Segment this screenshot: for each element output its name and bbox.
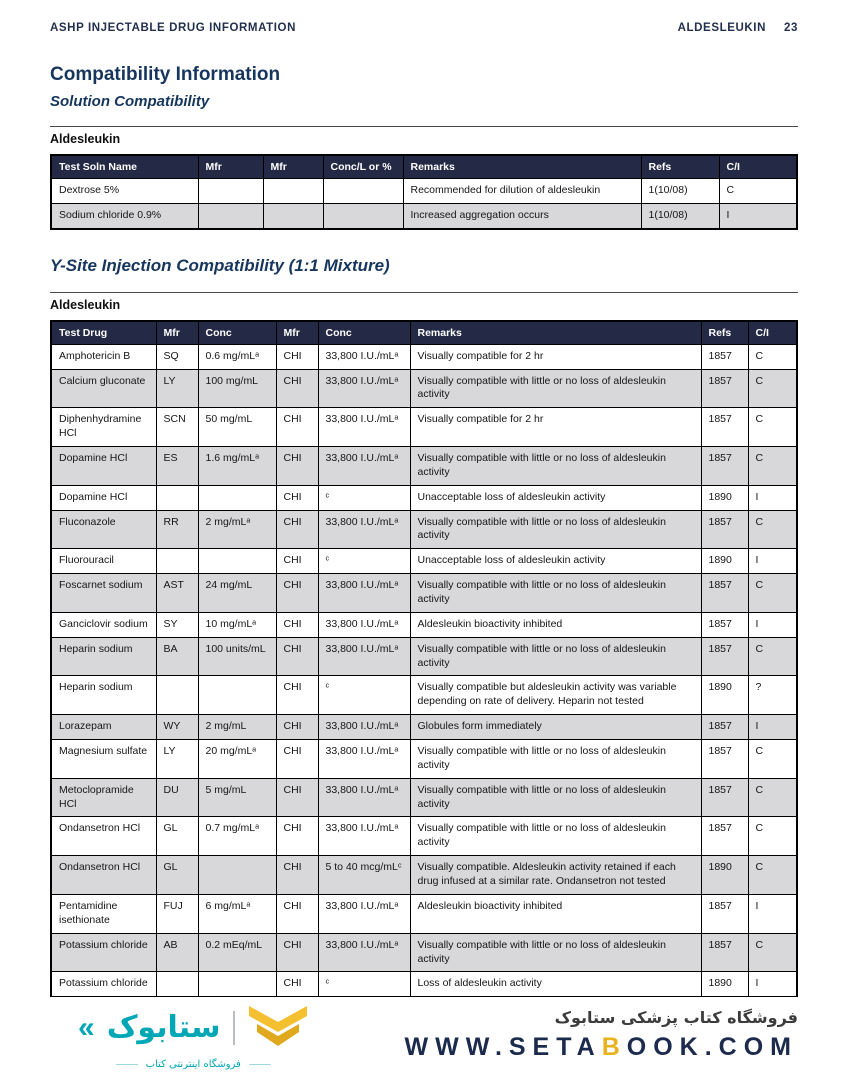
table-cell: Unacceptable loss of aldesleukin activity (410, 485, 701, 510)
store-title: فروشگاه کتاب پزشکی ستابوک (554, 1008, 798, 1027)
running-head-left: ASHP INJECTABLE DRUG INFORMATION (50, 22, 297, 34)
table-cell: Visually compatible but aldesleukin activity was variable depending on rate of delivery. Heparin not tested (410, 676, 701, 715)
table-cell: CHI (276, 485, 318, 510)
table-cell (156, 972, 198, 997)
table-cell: SQ (156, 344, 198, 369)
table-cell: 1857 (701, 817, 748, 856)
table-cell: 33,800 I.U./mLᵃ (318, 778, 410, 817)
table-cell: CHI (276, 778, 318, 817)
column-header: Test Soln Name (51, 155, 198, 179)
table-row (51, 933, 797, 972)
table-cell: CHI (276, 715, 318, 740)
drug-label-ysite: Aldesleukin (50, 297, 121, 312)
table-cell (323, 179, 403, 204)
table-row (51, 894, 797, 933)
table-row (51, 740, 797, 779)
table-cell: Potassium chloride (51, 972, 156, 997)
website-url (405, 1033, 798, 1062)
table-row (51, 972, 797, 997)
table-cell: Fluorouracil (51, 549, 156, 574)
table-cell: CHI (276, 856, 318, 895)
table-cell: CHI (276, 817, 318, 856)
table-cell: I (748, 894, 797, 933)
table-cell: C (748, 856, 797, 895)
table-cell: Diphenhydramine HCl (51, 408, 156, 447)
table-cell: Visually compatible with little or no loss of aldesleukin activity (410, 933, 701, 972)
table-cell: 1890 (701, 549, 748, 574)
table-cell: 1.6 mg/mLᵃ (198, 447, 276, 486)
table-cell: 1857 (701, 740, 748, 779)
table-cell: I (748, 715, 797, 740)
table-cell: 0.6 mg/mLᵃ (198, 344, 276, 369)
table-header-row (51, 321, 797, 345)
divider-rule (50, 126, 798, 127)
table-cell: CHI (276, 447, 318, 486)
table-row (51, 549, 797, 574)
url-prefix: WWW.SETA (404, 1033, 602, 1061)
publisher-text (405, 1008, 798, 1062)
table-cell: 33,800 I.U./mLᵃ (318, 369, 410, 408)
table-cell: I (748, 612, 797, 637)
table-cell: 1857 (701, 612, 748, 637)
logo-row (78, 1000, 309, 1055)
table-cell: Loss of aldesleukin activity (410, 972, 701, 997)
table-cell: 1857 (701, 715, 748, 740)
table-cell: 1(10/08) (641, 203, 719, 228)
book-emblem-icon (247, 1000, 309, 1055)
table-cell: Visually compatible with little or no loss of aldesleukin activity (410, 817, 701, 856)
table-cell: Ondansetron HCl (51, 817, 156, 856)
table-cell: Recommended for dilution of aldesleukin (403, 179, 641, 204)
table-cell: 1857 (701, 894, 748, 933)
table-cell: 33,800 I.U./mLᵃ (318, 637, 410, 676)
table-cell: 1890 (701, 856, 748, 895)
table-cell: Globules form immediately (410, 715, 701, 740)
table-row (51, 447, 797, 486)
table-cell: CHI (276, 344, 318, 369)
table-cell: 6 mg/mLᵃ (198, 894, 276, 933)
table-cell (156, 485, 198, 510)
table-cell: 1890 (701, 485, 748, 510)
column-header: C/I (719, 155, 797, 179)
table-cell: C (748, 408, 797, 447)
table-row (51, 485, 797, 510)
table-cell: Visually compatible for 2 hr (410, 408, 701, 447)
table-cell: CHI (276, 740, 318, 779)
table-cell (156, 549, 198, 574)
table-cell: 100 mg/mL (198, 369, 276, 408)
solution-compatibility-table (50, 154, 798, 230)
chevron-left-icon: « (78, 1010, 95, 1044)
table-cell: ᶜ (318, 972, 410, 997)
table-cell: C (748, 369, 797, 408)
table-row (51, 510, 797, 549)
table-cell (263, 179, 323, 204)
table-row (51, 612, 797, 637)
table-cell: Visually compatible with little or no loss of aldesleukin activity (410, 447, 701, 486)
logo-tagline (116, 1059, 271, 1070)
table-row (51, 778, 797, 817)
table-cell: C (719, 179, 797, 204)
table-cell: LY (156, 369, 198, 408)
table-cell: Visually compatible with little or no loss of aldesleukin activity (410, 637, 701, 676)
table-cell: RR (156, 510, 198, 549)
table-cell: CHI (276, 637, 318, 676)
logo-divider (233, 1011, 235, 1045)
table-cell: Visually compatible with little or no loss of aldesleukin activity (410, 369, 701, 408)
table-cell: Magnesium sulfate (51, 740, 156, 779)
table-cell: CHI (276, 510, 318, 549)
table-cell: 33,800 I.U./mLᵃ (318, 510, 410, 549)
running-head-drug: ALDESLEUKIN (677, 22, 766, 34)
table-cell (156, 676, 198, 715)
table-cell: Dopamine HCl (51, 485, 156, 510)
table-cell (198, 856, 276, 895)
table-cell: C (748, 344, 797, 369)
table-cell: Visually compatible with little or no loss of aldesleukin activity (410, 778, 701, 817)
table-row (51, 203, 797, 228)
table-row (51, 408, 797, 447)
table-cell: 33,800 I.U./mLᵃ (318, 447, 410, 486)
url-suffix: OOK.COM (626, 1033, 798, 1061)
table-cell: 0.2 mEq/mL (198, 933, 276, 972)
table-cell: Dopamine HCl (51, 447, 156, 486)
table-cell: C (748, 740, 797, 779)
table-cell: Ondansetron HCl (51, 856, 156, 895)
column-header: Mfr (198, 155, 263, 179)
table-row (51, 676, 797, 715)
table-cell: Aldesleukin bioactivity inhibited (410, 612, 701, 637)
table-cell: CHI (276, 933, 318, 972)
page-number: 23 (784, 22, 798, 34)
table-cell: 1857 (701, 408, 748, 447)
table-cell: 1857 (701, 344, 748, 369)
table-cell: ᶜ (318, 485, 410, 510)
ysite-section-title: Y-Site Injection Compatibility (1:1 Mixture) (50, 255, 390, 275)
table-cell: I (748, 972, 797, 997)
table-cell: C (748, 574, 797, 613)
table-cell: Increased aggregation occurs (403, 203, 641, 228)
table-cell: 33,800 I.U./mLᵃ (318, 817, 410, 856)
table-cell: CHI (276, 894, 318, 933)
column-header: Conc (198, 321, 276, 345)
table-row (51, 817, 797, 856)
table-row (51, 715, 797, 740)
table-cell: 33,800 I.U./mLᵃ (318, 574, 410, 613)
column-header: Remarks (410, 321, 701, 345)
table-cell: Foscarnet sodium (51, 574, 156, 613)
table-cell: 1857 (701, 369, 748, 408)
table-cell: CHI (276, 369, 318, 408)
publisher-logo (78, 1000, 309, 1070)
table-cell: 33,800 I.U./mLᵃ (318, 408, 410, 447)
column-header: Conc (318, 321, 410, 345)
table-cell (263, 203, 323, 228)
column-header: Refs (701, 321, 748, 345)
table-cell: 1890 (701, 972, 748, 997)
table-cell: Visually compatible with little or no loss of aldesleukin activity (410, 510, 701, 549)
table-cell: Visually compatible with little or no loss of aldesleukin activity (410, 740, 701, 779)
column-header: Conc/L or % (323, 155, 403, 179)
divider-rule (50, 292, 798, 293)
column-header: Remarks (403, 155, 641, 179)
table-cell: 33,800 I.U./mLᵃ (318, 344, 410, 369)
table-cell: ᶜ (318, 549, 410, 574)
column-header: Refs (641, 155, 719, 179)
table-cell: Visually compatible with little or no loss of aldesleukin activity (410, 574, 701, 613)
table-cell: GL (156, 817, 198, 856)
table-cell: CHI (276, 549, 318, 574)
table-cell: 5 mg/mL (198, 778, 276, 817)
drug-label-solution: Aldesleukin (50, 132, 121, 146)
table-row (51, 637, 797, 676)
table-cell: CHI (276, 574, 318, 613)
table-cell: 33,800 I.U./mLᵃ (318, 894, 410, 933)
table-cell: SCN (156, 408, 198, 447)
column-header: Mfr (263, 155, 323, 179)
table-cell: 1(10/08) (641, 179, 719, 204)
table-cell: ᶜ (318, 676, 410, 715)
table-cell: CHI (276, 408, 318, 447)
table-cell (323, 203, 403, 228)
table-cell: DU (156, 778, 198, 817)
table-cell: CHI (276, 972, 318, 997)
table-cell: C (748, 817, 797, 856)
table-cell: AB (156, 933, 198, 972)
table-cell: Ganciclovir sodium (51, 612, 156, 637)
table-cell: C (748, 510, 797, 549)
table-row (51, 574, 797, 613)
table-header-row (51, 155, 797, 179)
table-cell: 0.7 mg/mLᵃ (198, 817, 276, 856)
table-cell: 2 mg/mL (198, 715, 276, 740)
table-cell: 1890 (701, 676, 748, 715)
table-cell: 33,800 I.U./mLᵃ (318, 740, 410, 779)
table-cell: C (748, 637, 797, 676)
table-cell: 20 mg/mLᵃ (198, 740, 276, 779)
table-cell (198, 179, 263, 204)
table-cell (198, 485, 276, 510)
table-cell: BA (156, 637, 198, 676)
table-cell: I (748, 549, 797, 574)
table-cell: 33,800 I.U./mLᵃ (318, 715, 410, 740)
table-cell: Amphotericin B (51, 344, 156, 369)
column-header: Test Drug (51, 321, 156, 345)
table-row (51, 344, 797, 369)
table-cell: Lorazepam (51, 715, 156, 740)
table-cell: Dextrose 5% (51, 179, 198, 204)
table-cell: Pentamidine isethionate (51, 894, 156, 933)
table-cell: Sodium chloride 0.9% (51, 203, 198, 228)
table-cell: 10 mg/mLᵃ (198, 612, 276, 637)
table-cell: FUJ (156, 894, 198, 933)
table-cell: CHI (276, 676, 318, 715)
table-cell: I (719, 203, 797, 228)
table-cell: Calcium gluconate (51, 369, 156, 408)
table-row (51, 179, 797, 204)
table-cell (198, 549, 276, 574)
table-cell: C (748, 778, 797, 817)
table-cell: I (748, 485, 797, 510)
table-cell: Visually compatible for 2 hr (410, 344, 701, 369)
table-cell: Heparin sodium (51, 637, 156, 676)
logo-name: ستابوک (106, 1009, 221, 1045)
running-head-right (678, 22, 798, 34)
table-cell: SY (156, 612, 198, 637)
table-cell: 33,800 I.U./mLᵃ (318, 933, 410, 972)
publisher-footer (0, 997, 848, 1079)
table-cell: AST (156, 574, 198, 613)
running-head (50, 22, 798, 34)
logo-tagline-text: فروشگاه اینترنتی کتاب (145, 1059, 241, 1070)
table-cell: LY (156, 740, 198, 779)
table-cell (198, 203, 263, 228)
table-cell: 5 to 40 mcg/mLᶜ (318, 856, 410, 895)
table-row (51, 369, 797, 408)
tagline-dash (249, 1064, 271, 1065)
table-cell: Potassium chloride (51, 933, 156, 972)
table-cell: ? (748, 676, 797, 715)
table-cell: 1857 (701, 778, 748, 817)
table-cell: C (748, 447, 797, 486)
ysite-compatibility-table (50, 320, 798, 1010)
table-cell: 1857 (701, 933, 748, 972)
table-cell: C (748, 933, 797, 972)
table-cell: CHI (276, 612, 318, 637)
table-cell: 1857 (701, 510, 748, 549)
table-cell: 1857 (701, 637, 748, 676)
table-cell: 33,800 I.U./mLᵃ (318, 612, 410, 637)
table-cell: Aldesleukin bioactivity inhibited (410, 894, 701, 933)
table-cell: GL (156, 856, 198, 895)
subsection-title: Solution Compatibility (50, 93, 210, 110)
table-cell (198, 676, 276, 715)
tagline-dash (116, 1064, 138, 1065)
table-cell: 2 mg/mLᵃ (198, 510, 276, 549)
table-cell: 24 mg/mL (198, 574, 276, 613)
table-cell: 100 units/mL (198, 637, 276, 676)
column-header: Mfr (156, 321, 198, 345)
table-cell: 50 mg/mL (198, 408, 276, 447)
table-cell: Heparin sodium (51, 676, 156, 715)
table-cell: Unacceptable loss of aldesleukin activity (410, 549, 701, 574)
table-cell: Fluconazole (51, 510, 156, 549)
table-cell (198, 972, 276, 997)
column-header: C/I (748, 321, 797, 345)
table-cell: WY (156, 715, 198, 740)
section-title: Compatibility Information (50, 64, 281, 85)
table-cell: ES (156, 447, 198, 486)
table-cell: 1857 (701, 574, 748, 613)
url-highlight: B (601, 1033, 627, 1061)
column-header: Mfr (276, 321, 318, 345)
table-row (51, 856, 797, 895)
table-cell: Metoclopramide HCl (51, 778, 156, 817)
table-cell: Visually compatible. Aldesleukin activity retained if each drug infused at a similar rate. Ondansetron not tested (410, 856, 701, 895)
table-cell: 1857 (701, 447, 748, 486)
